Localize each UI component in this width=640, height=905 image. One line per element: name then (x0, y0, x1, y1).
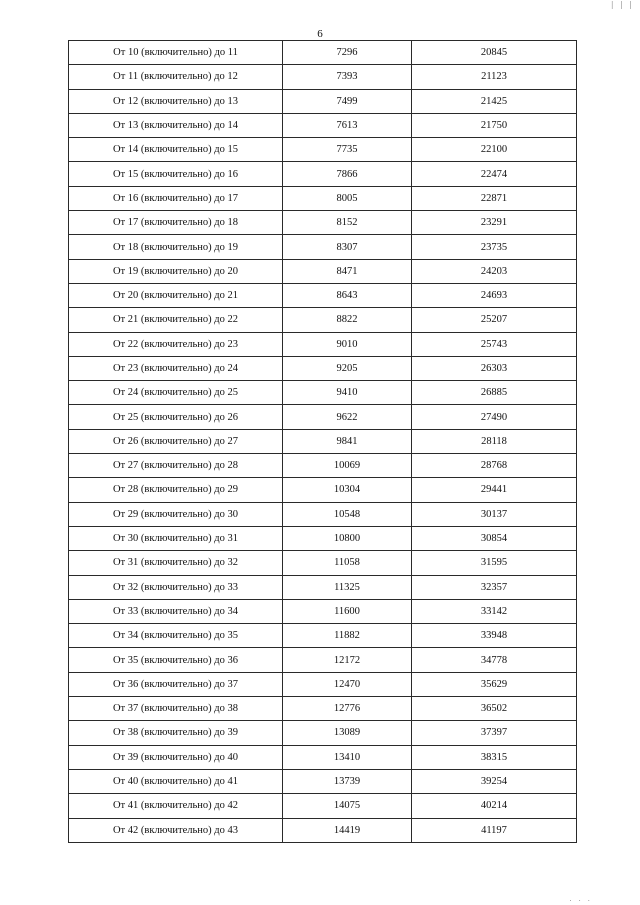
value-cell-1: 9010 (283, 332, 412, 356)
range-cell: От 41 (включительно) до 42 (69, 794, 283, 818)
range-cell: От 21 (включительно) до 22 (69, 308, 283, 332)
range-cell: От 13 (включительно) до 14 (69, 113, 283, 137)
value-cell-2: 32357 (412, 575, 577, 599)
table-row (69, 551, 577, 575)
table-body (69, 41, 577, 843)
value-cell-2: 22100 (412, 138, 577, 162)
value-cell-1: 10069 (283, 454, 412, 478)
value-cell-2: 22474 (412, 162, 577, 186)
range-cell: От 14 (включительно) до 15 (69, 138, 283, 162)
range-cell: От 28 (включительно) до 29 (69, 478, 283, 502)
range-cell: От 16 (включительно) до 17 (69, 186, 283, 210)
range-cell: От 33 (включительно) до 34 (69, 599, 283, 623)
value-cell-1: 7735 (283, 138, 412, 162)
value-cell-2: 38315 (412, 745, 577, 769)
value-cell-2: 25743 (412, 332, 577, 356)
table-row (69, 283, 577, 307)
value-cell-2: 24693 (412, 283, 577, 307)
range-cell: От 15 (включительно) до 16 (69, 162, 283, 186)
table-row (69, 575, 577, 599)
value-cell-1: 12470 (283, 672, 412, 696)
range-cell: От 10 (включительно) до 11 (69, 41, 283, 65)
value-cell-2: 23735 (412, 235, 577, 259)
value-cell-1: 11882 (283, 624, 412, 648)
table-row (69, 745, 577, 769)
value-cell-2: 29441 (412, 478, 577, 502)
value-cell-2: 26303 (412, 356, 577, 380)
range-cell: От 24 (включительно) до 25 (69, 381, 283, 405)
table-row (69, 478, 577, 502)
value-cell-1: 11325 (283, 575, 412, 599)
value-cell-2: 27490 (412, 405, 577, 429)
table-row (69, 162, 577, 186)
value-cell-1: 7613 (283, 113, 412, 137)
scan-corner-mark: . . . (569, 894, 592, 903)
table-row (69, 113, 577, 137)
table-row (69, 769, 577, 793)
range-cell: От 23 (включительно) до 24 (69, 356, 283, 380)
table-row (69, 648, 577, 672)
value-cell-1: 10304 (283, 478, 412, 502)
range-cell: От 26 (включительно) до 27 (69, 429, 283, 453)
value-cell-2: 21750 (412, 113, 577, 137)
value-cell-1: 11600 (283, 599, 412, 623)
range-cell: От 39 (включительно) до 40 (69, 745, 283, 769)
range-cell: От 42 (включительно) до 43 (69, 818, 283, 842)
value-cell-1: 13739 (283, 769, 412, 793)
value-cell-2: 28768 (412, 454, 577, 478)
value-cell-2: 34778 (412, 648, 577, 672)
range-cell: От 35 (включительно) до 36 (69, 648, 283, 672)
data-table (68, 40, 577, 843)
value-cell-1: 10800 (283, 526, 412, 550)
table-row (69, 721, 577, 745)
page-number: 6 (317, 28, 323, 40)
range-cell: От 36 (включительно) до 37 (69, 672, 283, 696)
value-cell-1: 14419 (283, 818, 412, 842)
value-cell-2: 24203 (412, 259, 577, 283)
value-cell-2: 37397 (412, 721, 577, 745)
range-cell: От 20 (включительно) до 21 (69, 283, 283, 307)
table-row (69, 41, 577, 65)
table-row (69, 259, 577, 283)
value-cell-1: 8471 (283, 259, 412, 283)
table-row (69, 526, 577, 550)
value-cell-1: 12776 (283, 697, 412, 721)
table-row (69, 454, 577, 478)
value-cell-2: 22871 (412, 186, 577, 210)
range-cell: От 12 (включительно) до 13 (69, 89, 283, 113)
value-cell-2: 26885 (412, 381, 577, 405)
value-cell-1: 11058 (283, 551, 412, 575)
range-cell: От 32 (включительно) до 33 (69, 575, 283, 599)
value-cell-1: 8005 (283, 186, 412, 210)
value-cell-2: 31595 (412, 551, 577, 575)
table-row (69, 356, 577, 380)
value-cell-2: 21425 (412, 89, 577, 113)
value-cell-1: 8152 (283, 211, 412, 235)
scan-corner-mark: | | | (610, 0, 634, 9)
value-cell-1: 9841 (283, 429, 412, 453)
value-cell-2: 25207 (412, 308, 577, 332)
value-cell-2: 33142 (412, 599, 577, 623)
table-row (69, 65, 577, 89)
value-cell-2: 33948 (412, 624, 577, 648)
value-cell-1: 10548 (283, 502, 412, 526)
table-row (69, 818, 577, 842)
range-cell: От 34 (включительно) до 35 (69, 624, 283, 648)
value-cell-1: 14075 (283, 794, 412, 818)
value-cell-2: 20845 (412, 41, 577, 65)
value-cell-1: 8822 (283, 308, 412, 332)
value-cell-2: 30854 (412, 526, 577, 550)
range-cell: От 40 (включительно) до 41 (69, 769, 283, 793)
table-row (69, 599, 577, 623)
value-cell-1: 13089 (283, 721, 412, 745)
table-row (69, 429, 577, 453)
table-row (69, 186, 577, 210)
range-cell: От 11 (включительно) до 12 (69, 65, 283, 89)
value-cell-2: 23291 (412, 211, 577, 235)
range-cell: От 22 (включительно) до 23 (69, 332, 283, 356)
value-cell-2: 35629 (412, 672, 577, 696)
value-cell-1: 13410 (283, 745, 412, 769)
table-row (69, 405, 577, 429)
value-cell-1: 9622 (283, 405, 412, 429)
table-row (69, 308, 577, 332)
range-cell: От 27 (включительно) до 28 (69, 454, 283, 478)
range-cell: От 38 (включительно) до 39 (69, 721, 283, 745)
value-cell-1: 8307 (283, 235, 412, 259)
value-cell-2: 21123 (412, 65, 577, 89)
value-cell-2: 36502 (412, 697, 577, 721)
value-cell-1: 7393 (283, 65, 412, 89)
value-cell-1: 8643 (283, 283, 412, 307)
table-row (69, 381, 577, 405)
table-row (69, 138, 577, 162)
range-cell: От 19 (включительно) до 20 (69, 259, 283, 283)
range-cell: От 30 (включительно) до 31 (69, 526, 283, 550)
value-cell-2: 40214 (412, 794, 577, 818)
table-row (69, 211, 577, 235)
table-row (69, 235, 577, 259)
value-cell-1: 7866 (283, 162, 412, 186)
value-cell-1: 9410 (283, 381, 412, 405)
table-row (69, 332, 577, 356)
value-cell-2: 30137 (412, 502, 577, 526)
value-cell-1: 7296 (283, 41, 412, 65)
table-row (69, 794, 577, 818)
range-cell: От 29 (включительно) до 30 (69, 502, 283, 526)
value-cell-2: 28118 (412, 429, 577, 453)
table-row (69, 697, 577, 721)
value-cell-1: 9205 (283, 356, 412, 380)
range-cell: От 31 (включительно) до 32 (69, 551, 283, 575)
range-cell: От 17 (включительно) до 18 (69, 211, 283, 235)
range-cell: От 37 (включительно) до 38 (69, 697, 283, 721)
table-row (69, 89, 577, 113)
table-row (69, 502, 577, 526)
value-cell-2: 41197 (412, 818, 577, 842)
value-cell-2: 39254 (412, 769, 577, 793)
table-row (69, 672, 577, 696)
value-cell-1: 12172 (283, 648, 412, 672)
value-cell-1: 7499 (283, 89, 412, 113)
range-cell: От 18 (включительно) до 19 (69, 235, 283, 259)
table-row (69, 624, 577, 648)
range-cell: От 25 (включительно) до 26 (69, 405, 283, 429)
